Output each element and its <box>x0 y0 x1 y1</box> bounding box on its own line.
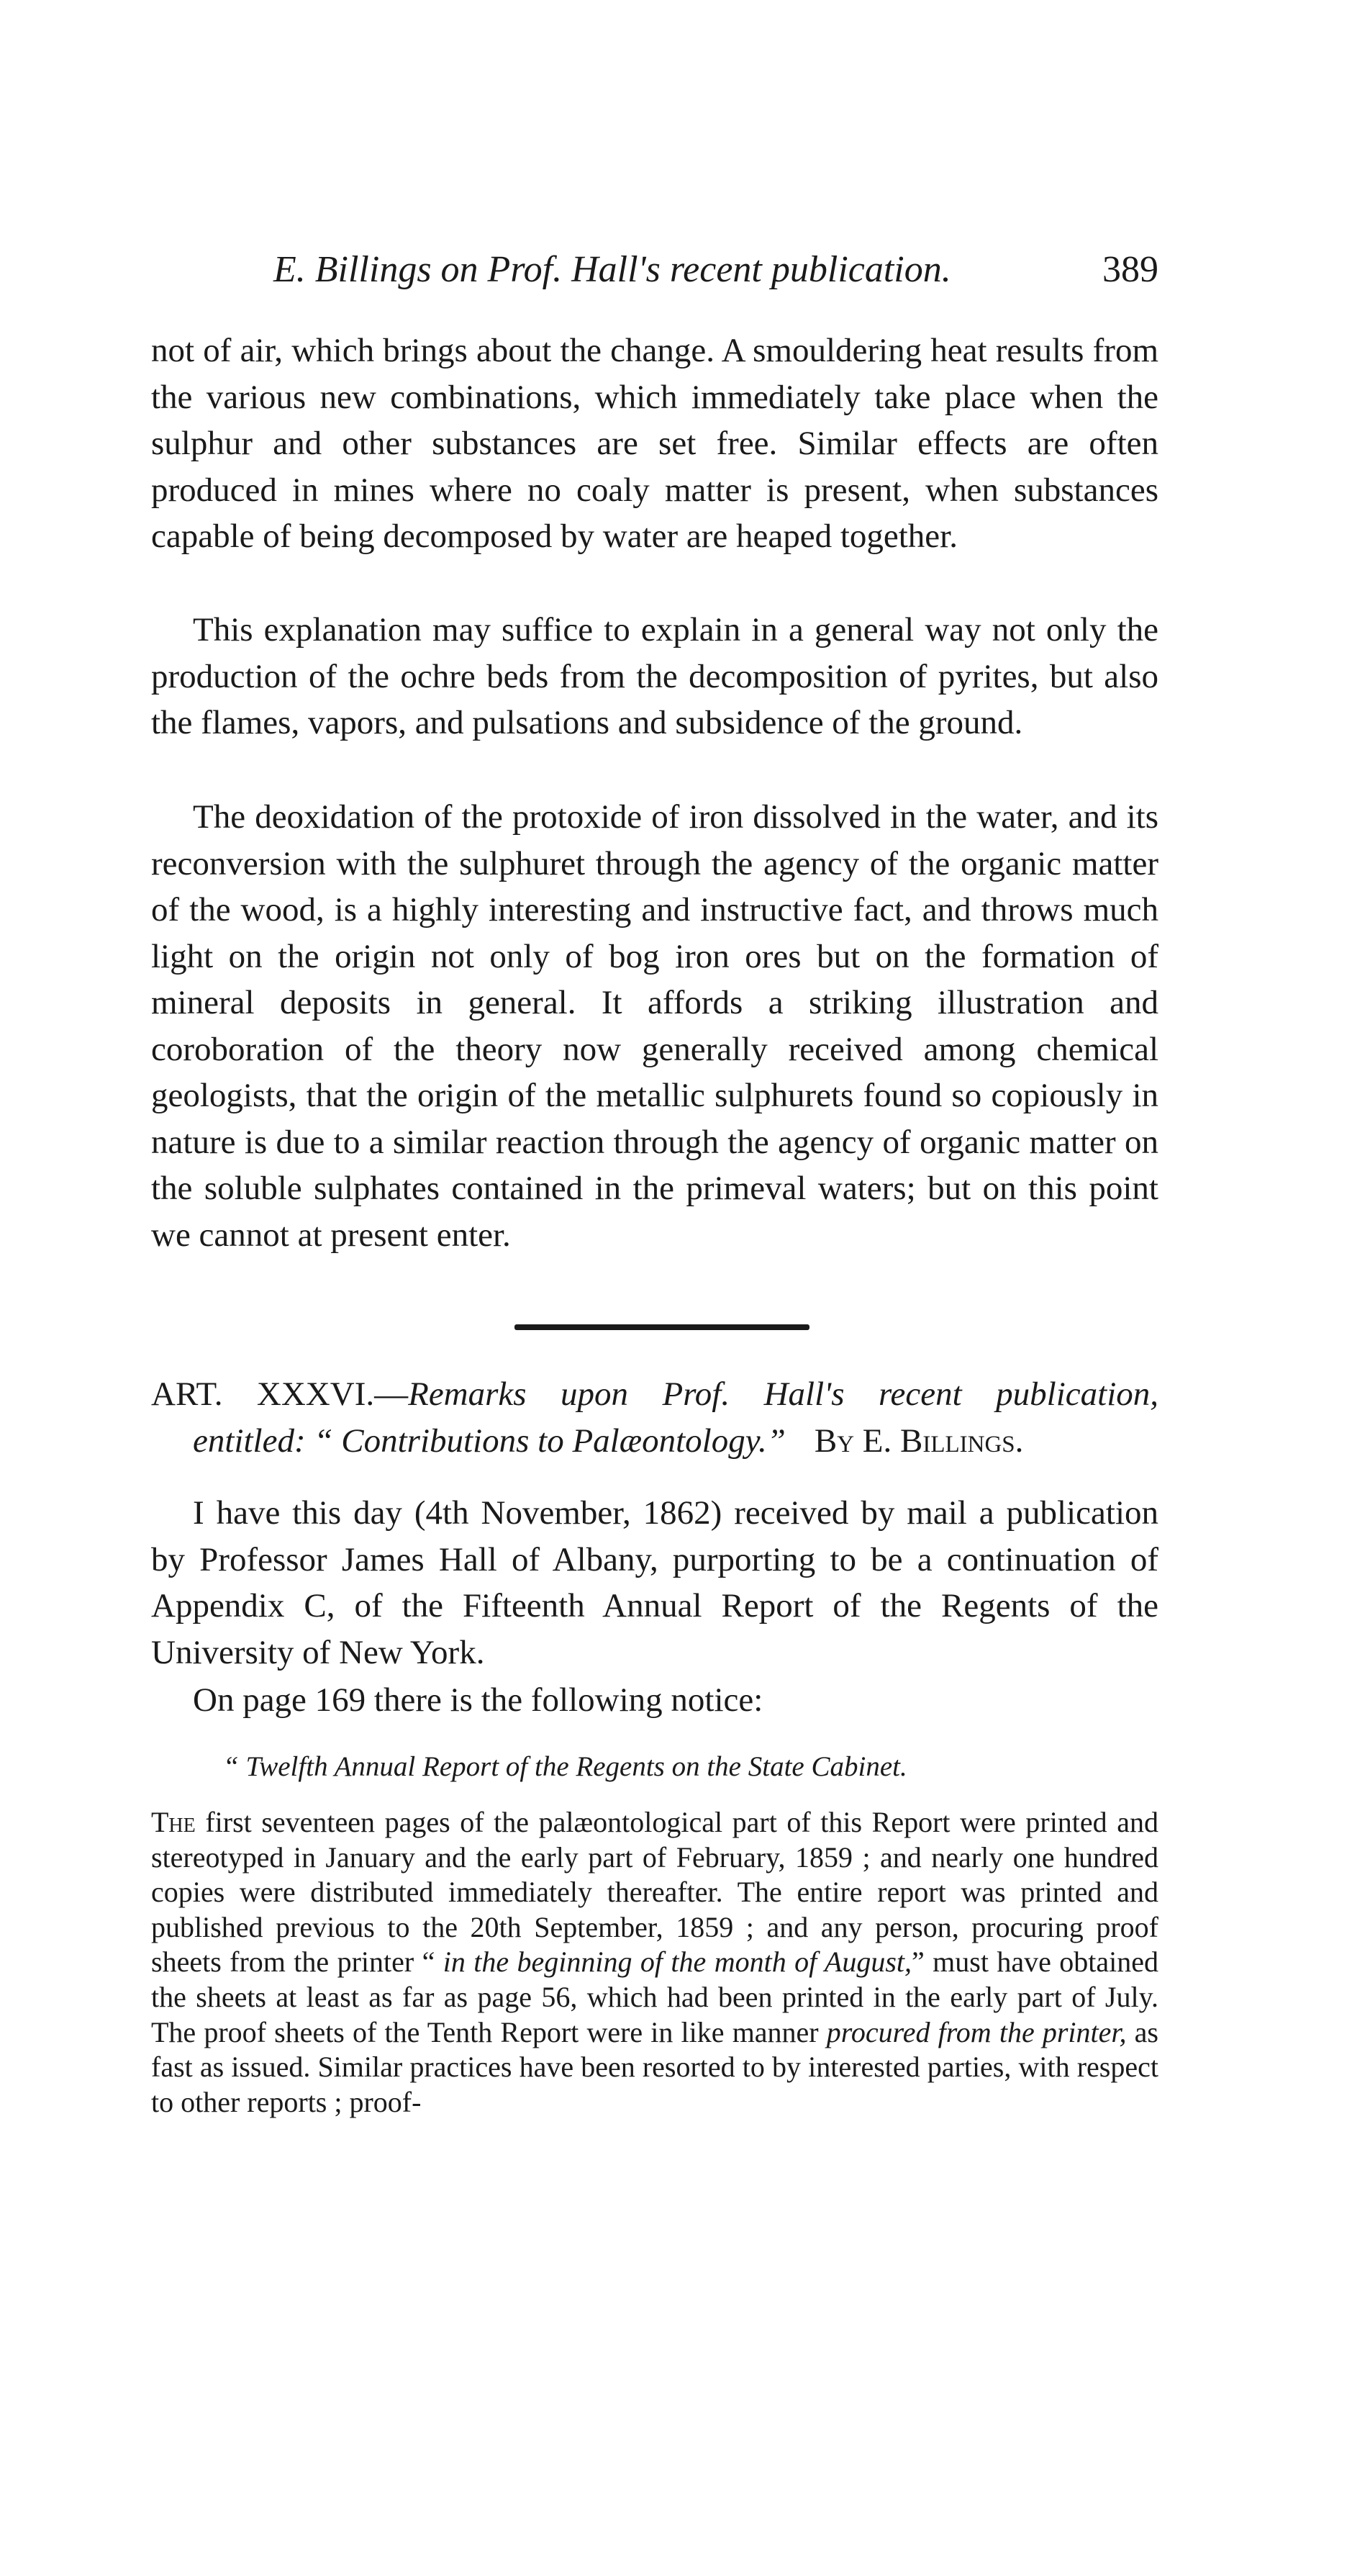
paragraph-explanation <box>151 607 1158 746</box>
quote-lead: The <box>151 1806 196 1838</box>
paragraph-text: This explanation may suffice to explain in a general way not only the production of the ochre beds from the decomposition of pyrites, but also the flames, vapors, and pulsations and subsidence of the ground. <box>151 611 1158 741</box>
paragraph-text: The deoxidation of the protoxide of iron dissolved in the water, and its reconversion with the sulphuret through the agency of the organic matter of the wood, is a highly interesting and instructive fact, and throws much light on the origin not only of bog iron ores but on the formation of mineral deposits in general. It affords a striking illustration and coroboration of the theory now generally received among chemical geologists, that the origin of the metallic sulphurets found so copiously in nature is due to a similar reaction through the agency of organic matter on the soluble sulphates contained in the primeval waters; but on this point we cannot at present enter. <box>151 798 1158 1254</box>
article-title: Remarks upon Prof. Hall's recent publication, <box>408 1375 1159 1413</box>
quote-text: as fast as issued. Similar practices have been resorted to by interested parties, with respect to other reports ; proof- <box>151 2015 1158 2118</box>
page-number: 389 <box>1102 249 1158 290</box>
paragraph-text: not of air, which brings about the change. A smouldering heat results from the various new combinations, which immediately take place when the sulphur and other substances are set free. Similar effects are often produced in mines where no coaly matter is present, when substances capable of being decomposed by water are heaped together. <box>151 332 1158 555</box>
article-heading-line2 <box>151 1418 1158 1465</box>
section-divider-rule <box>514 1324 809 1330</box>
paragraph-notice <box>151 1677 1158 1724</box>
quote-text: ” must have obtained the sheets at least as far as page 56, which had been printed in the early part of July. The proof sheets of the Tenth Report were in like manner <box>151 1945 1158 2048</box>
article-author: By E. Billings. <box>814 1422 1024 1460</box>
paragraph-deoxidation <box>151 794 1158 1258</box>
quote-block <box>151 1805 1158 2120</box>
running-title: E. Billings on Prof. Hall's recent publication. <box>273 249 951 290</box>
paragraph-text: On page 169 there is the following notice: <box>193 1681 763 1719</box>
paragraph-continuation <box>151 327 1158 560</box>
running-head <box>151 238 1158 302</box>
article-heading <box>151 1371 1158 1465</box>
paragraph-text: I have this day (4th November, 1862) received by mail a publication by Professor James Hall of Albany, purporting to be a continuation of Appendix C, of the Fifteenth Annual Report of the Regents of the University of New York. <box>151 1494 1158 1671</box>
article-title-cont: entitled: “ Contributions to Palæontology.” <box>193 1422 786 1460</box>
article-number: ART. XXXVI.— <box>151 1375 409 1413</box>
article-heading-line1 <box>151 1371 1158 1418</box>
quote-title: “ Twelfth Annual Report of the Regents on the State Cabinet. <box>223 1751 907 1782</box>
quote-italic: in the beginning of the month of August, <box>443 1945 912 1979</box>
quote-italic: procured from the printer, <box>826 2015 1127 2048</box>
paragraph-received <box>151 1490 1158 1676</box>
quote-text: first seventeen pages of the palæontological part of this Report were printed and stereotyped in January and the early part of February, 1859 ; and nearly one hundred copies were distributed immediately thereafter. The entire report was printed and published previous to the 20th September, 1859 ; and any person, procuring proof sheets from the printer “ <box>151 1806 1158 1979</box>
